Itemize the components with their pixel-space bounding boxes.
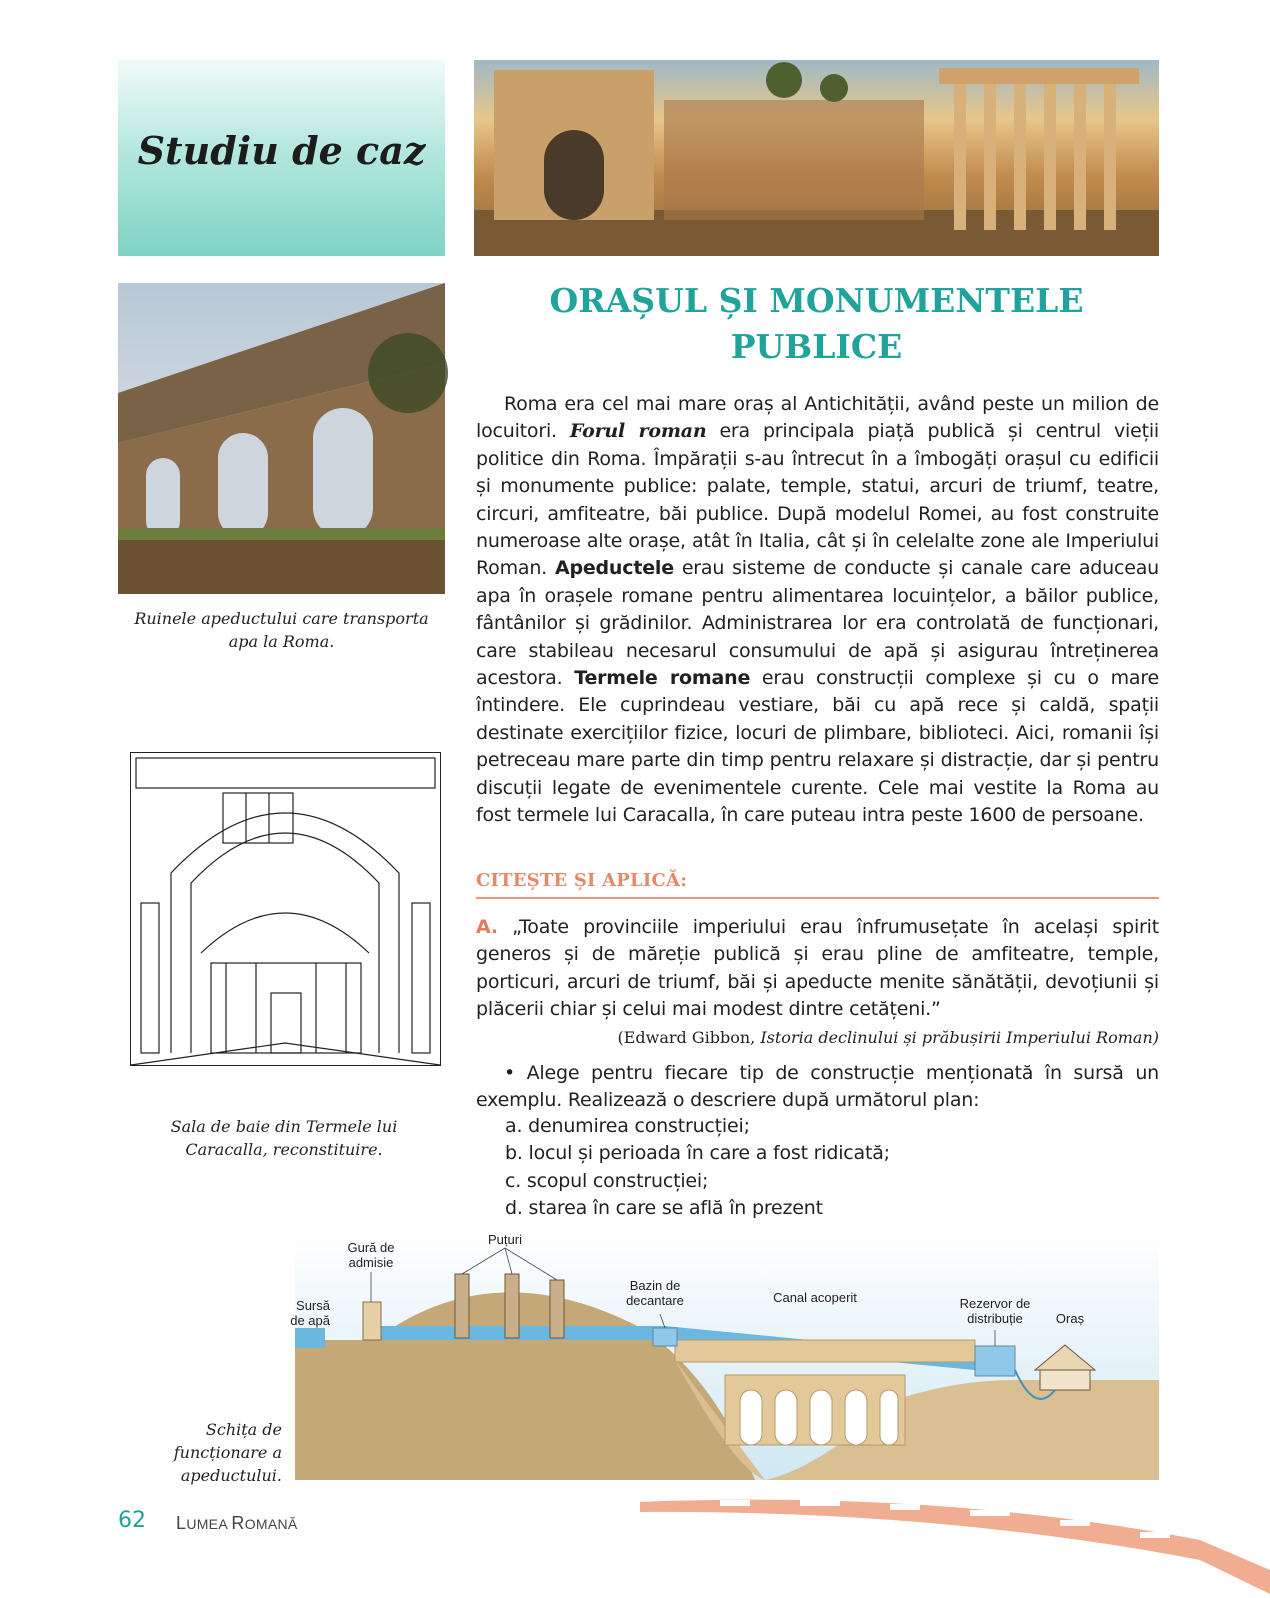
aqueduct-caption: Ruinele apeductului care transporta apa la Roma.	[134, 609, 429, 651]
running-title-initial-2: R	[231, 1513, 245, 1533]
plan-item: d. starea în care se află în prezent	[505, 1197, 823, 1220]
body-paragraph	[476, 391, 1159, 830]
quote-letter: A.	[476, 916, 498, 938]
label-covered-channel: Canal acoperit	[773, 1290, 857, 1305]
source-author: (Edward Gibbon,	[617, 1028, 761, 1047]
title-line-2: PUBLICE	[730, 327, 903, 366]
label-basin-1: Bazin de	[629, 1278, 681, 1293]
roman-forum-photo	[474, 60, 1159, 256]
activity-heading: CITEȘTE ȘI APLICĂ:	[476, 870, 688, 891]
label-source-2: de apă	[290, 1313, 330, 1328]
body-text-2: era principala piață publică și centrul vieții politice din Roma. Împărații s-au întrecut în a îmbogăți orașul cu edificii și monumente publice: palate, temple, statui, arcuri de triumf, teatre, circuri, amfiteatre, băi publice. După modelul Romei, au fost construite numeroase alte orașe, atât în Italia, cât și în celelalte zone ale Imperiului Roman.	[476, 420, 1159, 580]
term-forum: Forul roman	[569, 420, 707, 443]
task-instruction: • Alege pentru fiecare tip de construcție menționată în sursă un exemplu. Realizează o descriere după următorul plan:	[476, 1062, 1159, 1112]
body-text-4: erau construcții complexe și cu o mare întindere. Ele cuprindeau vestiare, băi cu apă rece și caldă, spații destinate exercițiilor fizice, locuri de plimbare, biblioteci. Aici, romanii își petreceau mare parte din timp pentru relaxare și distracție, dar și pentru discuții legate de evenimentele curente. Cele mai vestite la Roma au fost termele lui Caracalla, în care puteau intra peste 1600 de persoane.	[476, 667, 1160, 827]
label-intake-1: Gură de	[347, 1240, 395, 1255]
running-title	[176, 1513, 298, 1534]
decorative-footer-band	[640, 1480, 1270, 1594]
page-title	[474, 278, 1159, 370]
aqueduct-diagram	[290, 1230, 1159, 1480]
plan-item: b. locul și perioada în care a fost ridicată;	[505, 1142, 890, 1165]
label-city: Oraș	[1055, 1311, 1085, 1326]
label-basin-2: decantare	[626, 1293, 684, 1308]
running-title-initial-1: L	[176, 1513, 187, 1533]
caracalla-baths-sketch	[130, 752, 441, 1066]
plan-item: a. denumirea construcției;	[505, 1115, 750, 1137]
baths-caption: Sala de baie din Termele lui Caracalla, reconstituire.	[170, 1117, 398, 1159]
term-apeducte: Apeductele	[554, 557, 674, 580]
term-terme: Termele romane	[574, 667, 751, 690]
plan-item: c. scopul construcției;	[505, 1169, 709, 1192]
diagram-caption: Schița de funcționare a apeductului.	[173, 1420, 282, 1485]
aqueduct-ruins-photo	[118, 283, 445, 594]
source-quote	[476, 914, 1159, 1024]
body-text-3: erau sisteme de conducte și canale care aduceau apa în orașele romane pentru alimentarea locuințelor, a băilor publice, fântânilor și grădinilor. Administrarea lor era controlată de funcționari, care stabileau necesarul consumului de apă și asigurau întreținerea acestora.	[476, 557, 1160, 690]
label-reservoir-1: Rezervor de	[959, 1296, 1031, 1311]
source-title: Istoria declinului și prăbușirii Imperiului Roman)	[760, 1028, 1159, 1047]
title-line-1: ORAȘUL ȘI MONUMENTELE	[549, 281, 1084, 320]
label-intake-2: admisie	[348, 1255, 394, 1270]
label-source-1: Sursă	[296, 1298, 330, 1313]
quote-source	[476, 1028, 1159, 1047]
task-plan	[505, 1113, 1155, 1223]
label-shafts: Puțuri	[488, 1232, 522, 1247]
label-reservoir-2: distribuție	[967, 1311, 1023, 1326]
quote-text: „Toate provinciile imperiului erau înfrumusețate în același spirit generos și de măreție publică și erau pline de amfiteatre, temple, porticuri, arcuri de triumf, băi și apeducte menite sănătății, devoțiunii și plăcerii chiar și celui mai modest dintre cetățeni.”	[476, 916, 1159, 1021]
activity-divider	[476, 897, 1159, 899]
page-number: 62	[118, 1508, 146, 1533]
banner-title: Studiu de caz	[137, 128, 426, 173]
running-title-rest-2: OMANĂ	[244, 1516, 298, 1532]
running-title-rest-1: UMEA	[186, 1516, 232, 1532]
body-text-1: Roma era cel mai mare oraș al Antichității, având peste un milion de locuitori.	[476, 393, 1159, 443]
